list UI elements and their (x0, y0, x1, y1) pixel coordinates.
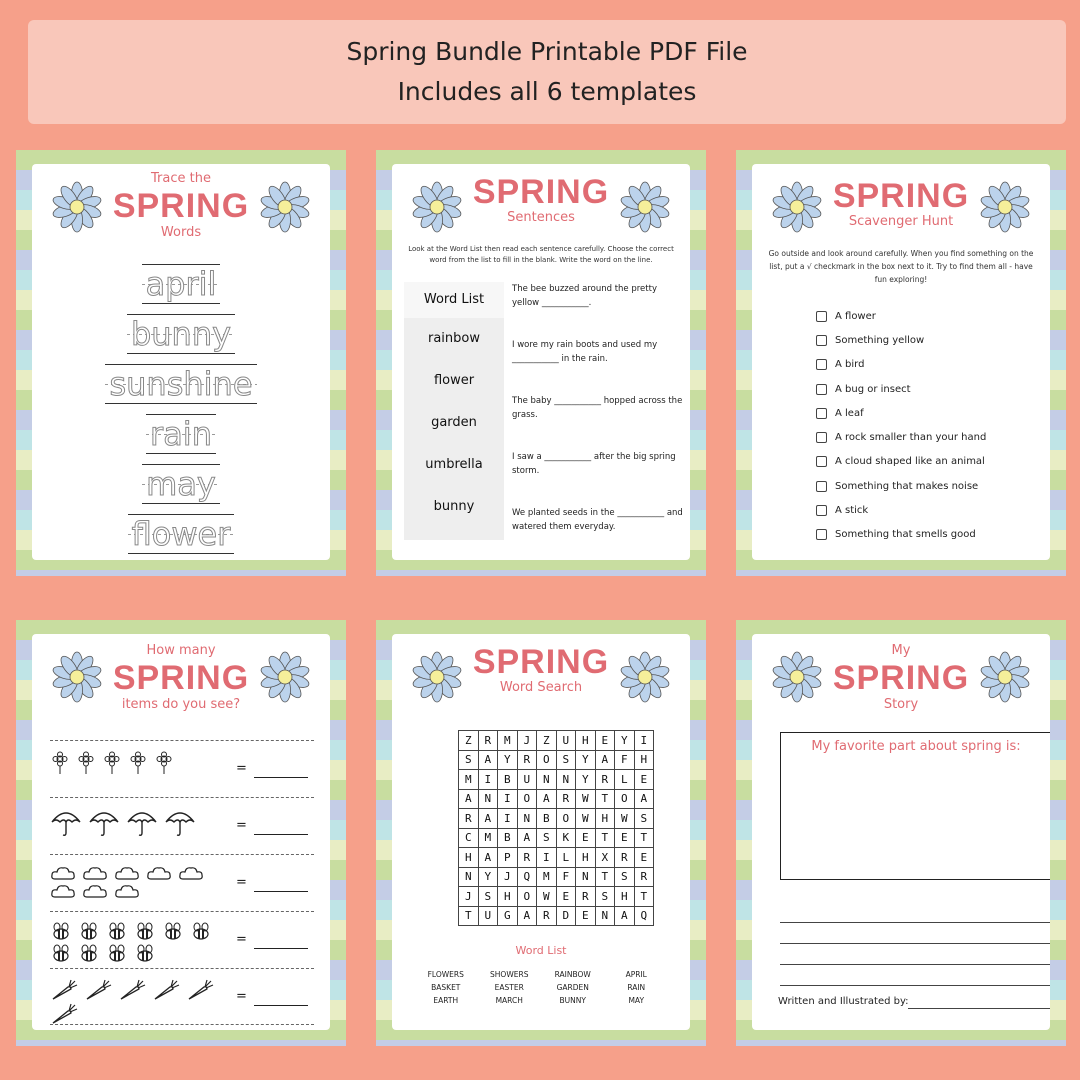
grid-cell[interactable]: T (634, 887, 654, 907)
wordsearch-word: RAIN (627, 983, 646, 992)
grid-cell[interactable]: C (459, 828, 479, 848)
grid-cell[interactable]: H (615, 887, 635, 907)
umbrella-icon (50, 808, 82, 838)
page-counting (32, 634, 330, 1030)
grid-cell[interactable]: O (556, 809, 576, 829)
grid-cell[interactable]: A (517, 828, 537, 848)
carrot-icon (84, 979, 112, 1001)
grid-cell[interactable]: U (478, 906, 498, 926)
grid-cell[interactable]: A (459, 789, 479, 809)
wordsearch-word: FLOWERS (427, 970, 464, 979)
carrot-icon (152, 979, 180, 1001)
grid-cell[interactable]: R (576, 887, 596, 907)
grid-cell[interactable]: O (537, 750, 557, 770)
grid-cell[interactable]: M (537, 867, 557, 887)
card-scavenger (736, 150, 1066, 576)
word-list-heading: Word List (404, 282, 504, 318)
word-list-item: rainbow (428, 331, 480, 346)
story-footer: Written and Illustrated by: (778, 996, 909, 1007)
grid-cell[interactable]: R (537, 906, 557, 926)
grid-cell[interactable]: E (615, 828, 635, 848)
trace-title-big: SPRING (112, 186, 250, 225)
story-title-sub: Story (883, 697, 919, 713)
counting-icons (50, 808, 230, 840)
grid-cell[interactable]: F (615, 750, 635, 770)
counting-row (50, 911, 314, 968)
sentences-instructions: Look at the Word List then read each sentence carefully. Choose the correct word from the list to fill in the blank. Write the word on the line. (408, 245, 674, 264)
grid-cell[interactable]: R (459, 809, 479, 829)
counting-title-sub: items do you see? (121, 697, 241, 713)
flower-icon (102, 751, 122, 775)
trace-word: sunshine (105, 364, 256, 404)
counting-row (50, 797, 314, 854)
carrot-icon (186, 979, 214, 1001)
word-list-item: garden (431, 415, 477, 430)
grid-cell[interactable]: I (498, 789, 518, 809)
checklist (816, 304, 986, 547)
grid-cell[interactable]: A (478, 750, 498, 770)
trace-word: rain (146, 414, 216, 454)
answer-line[interactable] (254, 834, 308, 835)
writing-line[interactable] (780, 902, 1050, 923)
checklist-label: A rock smaller than your hand (835, 432, 987, 444)
sentence-item: The baby ___________ hopped across the grass. (512, 396, 683, 421)
word-list-item: umbrella (425, 457, 483, 472)
grid-cell[interactable]: B (537, 809, 557, 829)
grid-cell[interactable]: I (478, 770, 498, 790)
checklist-item[interactable] (816, 304, 986, 328)
cloud-icon (114, 865, 140, 881)
flower-icon (154, 751, 174, 775)
cloud-icon (82, 865, 108, 881)
checkbox[interactable] (816, 359, 827, 370)
sentence-item: I saw a ___________ after the big spring storm. (512, 452, 676, 477)
checklist-item[interactable] (816, 377, 986, 401)
scavenger-title-sub: Scavenger Hunt (848, 214, 954, 230)
grid-cell[interactable]: T (595, 867, 615, 887)
grid-cell[interactable]: E (634, 848, 654, 868)
wordsearch-word: SHOWERS (490, 970, 529, 979)
grid-cell[interactable]: D (556, 906, 576, 926)
wordsearch-title-big: SPRING (472, 643, 610, 681)
grid-cell[interactable]: L (615, 770, 635, 790)
grid-cell[interactable]: B (498, 828, 518, 848)
sentences-title-sub: Sentences (507, 210, 575, 226)
grid-cell[interactable]: T (595, 828, 615, 848)
scavenger-instructions: Go outside and look around carefully. When you find something on the list, put a √ checkmark in the box next to it. Try to find them all - have fun exploring! (768, 249, 1034, 284)
cloud-icon (82, 883, 108, 899)
counting-icons (50, 979, 230, 1027)
wordsearch-word: BASKET (431, 983, 461, 992)
umbrella-icon (126, 808, 158, 838)
grid-cell[interactable]: I (634, 731, 654, 751)
grid-cell[interactable]: Y (576, 770, 596, 790)
checklist-item[interactable] (816, 353, 986, 377)
grid-cell[interactable]: H (576, 848, 596, 868)
wordsearch-word: EARTH (433, 996, 459, 1005)
trace-word: april (142, 264, 221, 304)
grid-cell[interactable]: H (576, 731, 596, 751)
grid-cell[interactable]: R (517, 848, 537, 868)
bee-icon (106, 922, 128, 942)
grid-cell[interactable]: J (498, 867, 518, 887)
bee-icon (78, 944, 100, 964)
grid-cell[interactable]: E (634, 770, 654, 790)
checklist-label: A bird (835, 359, 865, 371)
checkbox[interactable] (816, 529, 827, 540)
bee-icon (134, 922, 156, 942)
grid-row (459, 887, 654, 907)
grid-row (459, 789, 654, 809)
grid-cell[interactable]: R (478, 731, 498, 751)
trace-word: may (142, 464, 220, 504)
grid-cell[interactable]: T (595, 789, 615, 809)
grid-cell[interactable]: M (459, 770, 479, 790)
writing-lines[interactable] (780, 902, 1050, 986)
grid-cell[interactable]: T (634, 828, 654, 848)
grid-cell[interactable]: W (615, 809, 635, 829)
answer-line[interactable] (254, 777, 308, 778)
checkbox[interactable] (816, 456, 827, 467)
grid-cell[interactable]: O (615, 789, 635, 809)
checklist-label: Something that makes noise (835, 480, 979, 492)
wordsearch-word: BUNNY (559, 996, 586, 1005)
page-trace (32, 164, 330, 560)
wordsearch-title (392, 644, 690, 696)
story-title (752, 644, 1050, 713)
grid-cell[interactable]: A (537, 789, 557, 809)
grid-cell[interactable]: N (595, 906, 615, 926)
checklist-item[interactable] (816, 425, 986, 449)
grid-cell[interactable]: U (556, 731, 576, 751)
checklist-item[interactable] (816, 450, 986, 474)
sentence-list (512, 282, 684, 560)
grid-cell[interactable]: T (459, 906, 479, 926)
grid-cell[interactable]: Y (576, 750, 596, 770)
scavenger-title (752, 178, 1050, 230)
trace-title-sub: Words (160, 225, 202, 241)
cloud-icon (146, 865, 172, 881)
grid-cell[interactable]: A (615, 906, 635, 926)
grid-row (459, 731, 654, 751)
story-prompt: My favorite part about spring is: (811, 739, 1021, 754)
carrot-icon (118, 979, 146, 1001)
writing-line[interactable] (780, 923, 1050, 944)
trace-words (32, 264, 330, 560)
grid-row (459, 750, 654, 770)
writing-line[interactable] (780, 965, 1050, 986)
bee-icon (50, 944, 72, 964)
checkbox[interactable] (816, 384, 827, 395)
grid-row (459, 809, 654, 829)
wordsearch-list-label: Word List (515, 944, 567, 957)
checkbox[interactable] (816, 335, 827, 346)
flower-icon (128, 751, 148, 775)
sentence-item: I wore my rain boots and used my ___________ in the rain. (512, 340, 658, 365)
grid-cell[interactable]: F (556, 867, 576, 887)
checklist-label: A stick (835, 505, 869, 517)
word-list-item: flower (433, 373, 475, 388)
flower-icon (50, 751, 70, 775)
grid-cell[interactable]: J (459, 887, 479, 907)
grid-cell[interactable]: A (478, 848, 498, 868)
page-scavenger (752, 164, 1050, 560)
wordsearch-word: MARCH (495, 996, 523, 1005)
word-search-grid (458, 730, 654, 926)
grid-cell[interactable]: R (556, 789, 576, 809)
wordsearch-word: MAY (628, 996, 645, 1005)
checklist-item[interactable] (816, 474, 986, 498)
checklist-label: A cloud shaped like an animal (835, 456, 985, 468)
grid-cell[interactable]: R (595, 770, 615, 790)
grid-cell[interactable]: N (537, 770, 557, 790)
card-story (736, 620, 1066, 1046)
cloud-icon (50, 883, 76, 899)
grid-cell[interactable]: H (634, 750, 654, 770)
checklist-item[interactable] (816, 328, 986, 352)
flower-icon (76, 751, 96, 775)
grid-cell[interactable]: H (498, 887, 518, 907)
cloud-icon (50, 865, 76, 881)
grid-cell[interactable]: N (478, 789, 498, 809)
wordsearch-word: EASTER (494, 983, 524, 992)
counting-title-big: SPRING (112, 658, 250, 697)
grid-cell[interactable]: J (517, 731, 537, 751)
grid-row (459, 906, 654, 926)
answer-line[interactable] (254, 891, 308, 892)
answer-line[interactable] (254, 948, 308, 949)
word-list-item: bunny (433, 499, 475, 514)
equals-sign: = (236, 818, 247, 833)
grid-cell[interactable]: W (576, 789, 596, 809)
grid-cell[interactable]: E (556, 887, 576, 907)
bee-icon (50, 922, 72, 942)
banner (28, 20, 1066, 124)
grid-cell[interactable]: Y (478, 867, 498, 887)
checklist-label: A flower (835, 310, 876, 322)
equals-sign: = (236, 875, 247, 890)
grid-cell[interactable]: S (537, 828, 557, 848)
grid-cell[interactable]: O (517, 789, 537, 809)
drawing-box[interactable] (780, 732, 1050, 880)
wordsearch-word-list (414, 970, 668, 1005)
card-sentences (376, 150, 706, 576)
cloud-icon (178, 865, 204, 881)
grid-cell[interactable]: S (459, 750, 479, 770)
grid-cell[interactable]: K (556, 828, 576, 848)
bee-icon (190, 922, 212, 942)
cloud-icon (114, 883, 140, 899)
grid-cell[interactable]: N (459, 867, 479, 887)
grid-cell[interactable]: N (517, 809, 537, 829)
sentences-title (392, 174, 690, 226)
bee-icon (162, 922, 184, 942)
grid-cell[interactable]: H (459, 848, 479, 868)
grid-cell[interactable]: N (576, 867, 596, 887)
word-list-box (404, 282, 504, 540)
umbrella-icon (88, 808, 120, 838)
checkbox[interactable] (816, 505, 827, 516)
checkbox[interactable] (816, 408, 827, 419)
grid-cell[interactable]: R (517, 750, 537, 770)
bee-icon (78, 922, 100, 942)
grid-cell[interactable]: Y (498, 750, 518, 770)
grid-cell[interactable]: Y (615, 731, 635, 751)
grid-cell[interactable]: G (498, 906, 518, 926)
trace-word: flower (128, 514, 235, 554)
grid-cell[interactable]: E (576, 906, 596, 926)
counting-row (50, 854, 314, 911)
grid-cell[interactable]: O (517, 887, 537, 907)
grid-cell[interactable]: Z (459, 731, 479, 751)
grid-cell[interactable]: I (537, 848, 557, 868)
grid-row (459, 848, 654, 868)
wordsearch-word: RAINBOW (554, 970, 591, 979)
card-trace (16, 150, 346, 576)
carrot-icon (50, 979, 78, 1001)
bee-icon (134, 944, 156, 964)
card-counting (16, 620, 346, 1046)
counting-icons (50, 865, 230, 901)
grid-cell[interactable]: W (576, 809, 596, 829)
grid-row (459, 828, 654, 848)
grid-cell[interactable]: A (595, 750, 615, 770)
grid-cell[interactable]: Q (634, 906, 654, 926)
banner-title: Spring Bundle Printable PDF File (346, 37, 748, 66)
trace-title-small: Trace the (151, 171, 211, 186)
checklist-label: Something that smells good (835, 529, 976, 541)
checklist-item[interactable] (816, 401, 986, 425)
page-wordsearch (392, 634, 690, 1030)
writing-line[interactable] (780, 944, 1050, 965)
grid-row (459, 867, 654, 887)
story-title-big: SPRING (832, 658, 970, 697)
grid-cell[interactable]: S (556, 750, 576, 770)
page-sentences (392, 164, 690, 560)
card-wordsearch (376, 620, 706, 1046)
grid-cell[interactable]: R (634, 867, 654, 887)
grid-cell[interactable]: Q (517, 867, 537, 887)
answer-line[interactable] (254, 1005, 308, 1006)
counting-title-small: How many (146, 643, 216, 658)
grid-cell[interactable]: M (498, 731, 518, 751)
checkbox[interactable] (816, 481, 827, 492)
counting-rows (50, 740, 314, 1025)
umbrella-icon (164, 808, 196, 838)
story-title-small: My (891, 643, 911, 658)
equals-sign: = (236, 761, 247, 776)
grid-cell[interactable]: W (537, 887, 557, 907)
grid-cell[interactable]: I (498, 809, 518, 829)
sentences-title-big: SPRING (472, 173, 610, 211)
banner-subtitle: Includes all 6 templates (397, 77, 697, 106)
grid-cell[interactable]: N (556, 770, 576, 790)
grid-cell[interactable]: E (595, 731, 615, 751)
grid-cell[interactable]: S (478, 887, 498, 907)
grid-cell[interactable]: E (576, 828, 596, 848)
counting-icons (50, 922, 230, 966)
grid-row (459, 770, 654, 790)
author-line[interactable] (908, 1008, 1050, 1009)
grid-cell[interactable]: S (615, 867, 635, 887)
grid-cell[interactable]: A (517, 906, 537, 926)
checklist-item[interactable] (816, 498, 986, 522)
wordsearch-title-sub: Word Search (499, 680, 583, 696)
grid-cell[interactable]: A (634, 789, 654, 809)
page-story (752, 634, 1050, 1030)
trace-title (32, 172, 330, 241)
grid-cell[interactable]: X (595, 848, 615, 868)
sentence-item: The bee buzzed around the pretty yellow ___________. (512, 284, 657, 309)
grid-cell[interactable]: H (595, 809, 615, 829)
grid-cell[interactable]: Z (537, 731, 557, 751)
counting-title (32, 644, 330, 713)
grid-cell[interactable]: S (595, 887, 615, 907)
counting-row (50, 968, 314, 1025)
trace-word: bunny (127, 314, 235, 354)
checklist-label: A leaf (835, 407, 864, 419)
wordsearch-word: APRIL (625, 970, 647, 979)
sentence-item: We planted seeds in the ___________ and watered them everyday. (512, 508, 683, 533)
bee-icon (106, 944, 128, 964)
wordsearch-word: GARDEN (556, 983, 589, 992)
grid-cell[interactable]: U (517, 770, 537, 790)
checklist-label: A bug or insect (835, 383, 911, 395)
equals-sign: = (236, 989, 247, 1004)
equals-sign: = (236, 932, 247, 947)
grid-cell[interactable]: A (478, 809, 498, 829)
grid-cell[interactable]: L (556, 848, 576, 868)
carrot-icon (50, 1003, 78, 1025)
scavenger-title-big: SPRING (832, 177, 970, 215)
grid-cell[interactable]: S (634, 809, 654, 829)
grid-cell[interactable]: P (498, 848, 518, 868)
checkbox[interactable] (816, 311, 827, 322)
grid-cell[interactable]: B (498, 770, 518, 790)
checkbox[interactable] (816, 432, 827, 443)
grid-cell[interactable]: R (615, 848, 635, 868)
grid-cell[interactable]: M (478, 828, 498, 848)
checklist-label: Something yellow (835, 334, 925, 346)
counting-row (50, 740, 314, 797)
counting-icons (50, 751, 230, 777)
checklist-item[interactable] (816, 523, 986, 547)
